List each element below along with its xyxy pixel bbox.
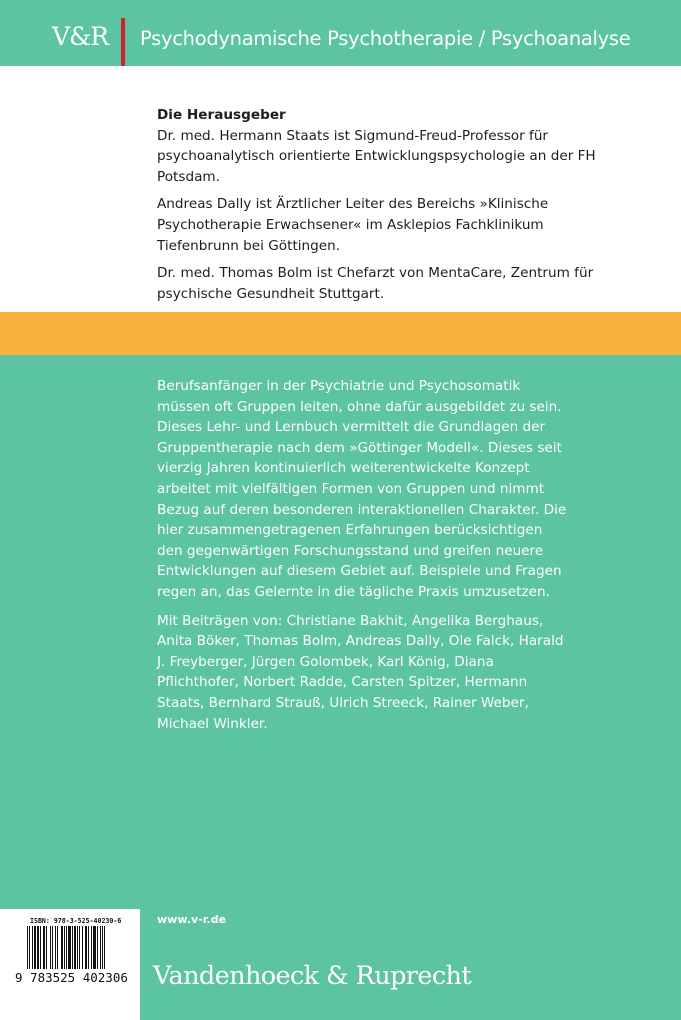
editors-section — [157, 105, 627, 311]
barcode-bars — [27, 926, 125, 969]
contributors-paragraph: Mit Beiträgen von: Christiane Bakhit, Angelika Berghaus, Anita Böker, Thomas Bolm, Andreas Dally, Ole Falck, Harald J. Freyberger, Jürgen Golombek, Karl König, Diana Pflichthofer, Norbert Radde, Carsten Spitzer, Hermann Staats, Bernhard Strauß, Ulrich Streeck, Rainer Weber, Michael Winkler. — [157, 612, 564, 732]
description-paragraph: Berufsanfänger in der Psychiatrie und Psychosomatik müssen oft Gruppen leiten, ohne dafür ausgebildet zu sein. Dieses Lehr- und Lernbuch vermittelt die Grundlagen der Gruppentherapie nach dem »Göttinger Modell«. Dieses seit vierzig Jahren kontinuierlich weiterentwickelte Konzept arbeitet mit vielfältigen Formen von Gruppen und nimmt Bezug auf deren besonderen interaktionellen Charakter. Die hier zusammengetragenen Erfahrungen berücksichtigen den gegenwärtigen Forschungsstand und greifen neuere Entwicklungen auf diesem Gebiet auf. Beispiele und Fragen regen an, das Gelernte in die tägliche Praxis umzusetzen. — [157, 378, 567, 600]
website-link[interactable]: www.v-r.de — [157, 913, 227, 926]
editor-bio-bolm: Dr. med. Thomas Bolm ist Chefarzt von MentaCare, Zentrum für psychische Gesundheit Stuttgart. — [157, 265, 594, 302]
logo-divider-bar — [121, 18, 125, 73]
publisher-logo: V&R — [52, 22, 109, 51]
publisher-name: Vandenhoeck & Ruprecht — [153, 961, 472, 991]
series-title: Psychodynamische Psychotherapie / Psychoanalyse — [140, 27, 631, 50]
isbn-label: ISBN: 978-3-525-40230-6 — [30, 917, 122, 925]
editor-bio-dally: Andreas Dally ist Ärztlicher Leiter des Bereichs »Klinische Psychotherapie Erwachsener« im Asklepios Fachklinikum Tiefenbrunn bei Göttingen. — [157, 196, 549, 254]
ean-digits: 9 783525 402306 — [15, 970, 128, 985]
editors-heading: Die Herausgeber — [157, 107, 286, 123]
editor-bio-staats: Dr. med. Hermann Staats ist Sigmund-Freud-Professor für psychoanalytisch orientierte Entwicklungspsychologie an der FH Potsdam. — [157, 127, 596, 185]
book-description — [157, 376, 567, 742]
orange-divider-band — [0, 312, 681, 355]
